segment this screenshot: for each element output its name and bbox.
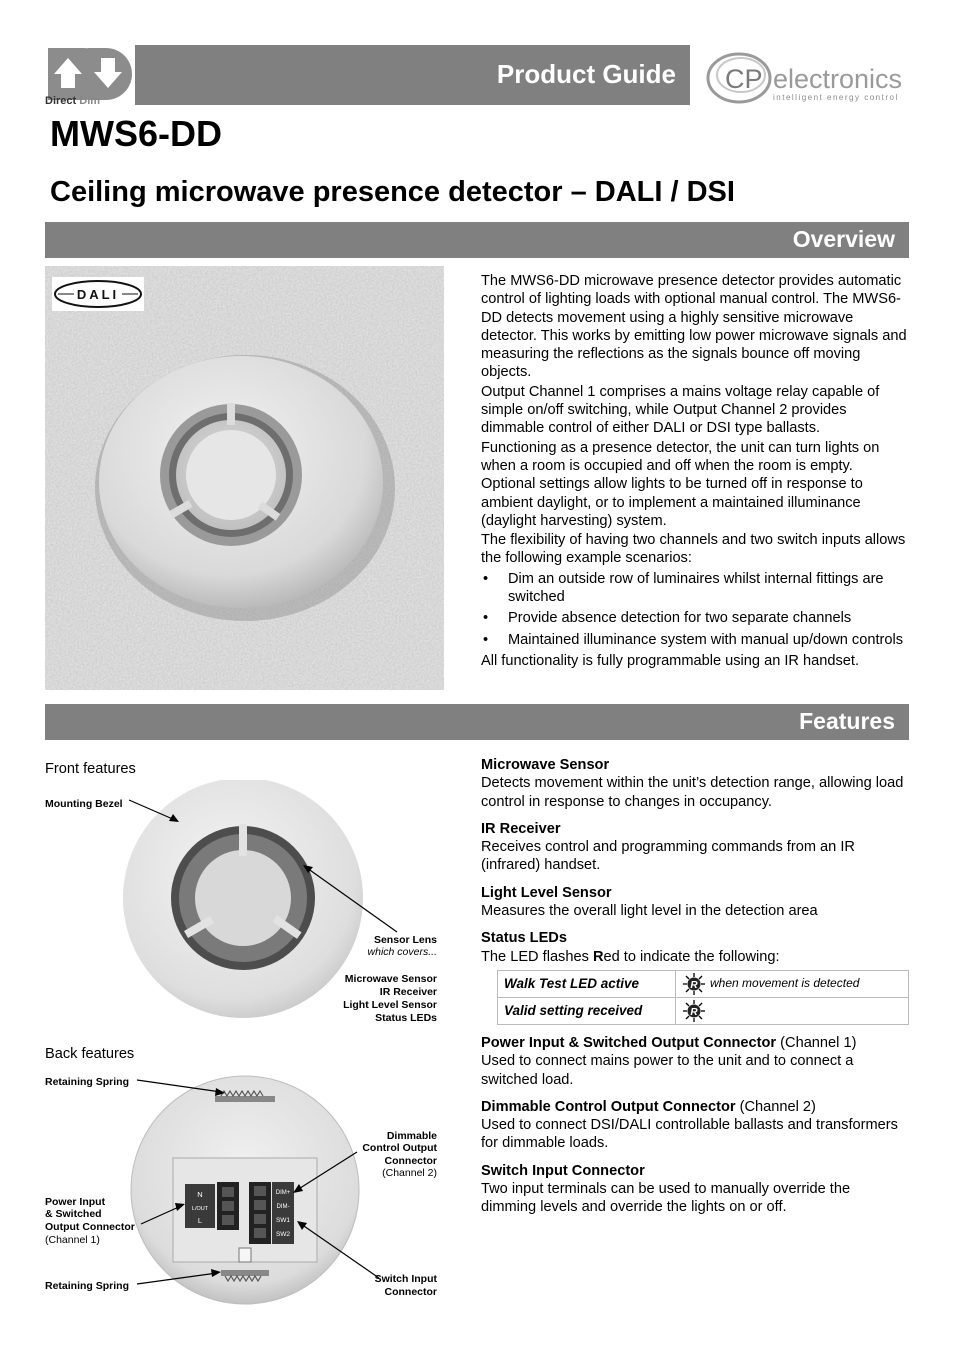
sensor-lens-label: Sensor Lens: [373, 934, 437, 946]
direct-dim-wordmark: Direct Dim: [45, 95, 101, 107]
cp-mark: CP: [725, 64, 763, 94]
back-features-heading: Back features: [45, 1046, 135, 1062]
overview-text: [481, 272, 909, 671]
front-features-diagram: [45, 780, 445, 1030]
dimmable-channel-label: (Channel 2): [382, 1167, 437, 1179]
electronics-mark: electronics: [773, 64, 903, 94]
svg-text:R: R: [690, 1006, 698, 1018]
feature-body: Measures the overall light level in the detection area: [481, 903, 818, 920]
cp-tagline: intelligent energy control: [773, 93, 899, 102]
retaining-spring-bottom-label: Retaining Spring: [45, 1280, 129, 1292]
feature-channel: (Channel 1): [776, 1034, 857, 1051]
overview-section-bar: [45, 222, 909, 258]
feature-body: Two input terminals can be used to manually override the dimming levels and override the lights on or off.: [481, 1181, 851, 1216]
feature-dimmable: [481, 1098, 909, 1153]
features-section-bar: [45, 704, 909, 740]
dali-logo: [52, 277, 144, 311]
overview-paragraph: The MWS6-DD microwave presence detector provides automatic control of lighting loads with optional manual control. The MWS6-DD detects movement using a highly sensitive microwave detector. This works by emitting low power microwave signals and measuring the reflections as the signals bounce off moving objects.: [481, 273, 907, 381]
led-state-label: Walk Test LED active: [498, 970, 676, 997]
retaining-spring-bottom: [221, 1270, 269, 1276]
feature-body: The LED flashes Red to indicate the following:: [481, 948, 780, 965]
front-features-heading: Front features: [45, 761, 136, 777]
status-leds-label: Status LEDs: [375, 1012, 437, 1024]
red-led-flash-icon: [682, 1000, 706, 1022]
power-connector-label: Power Input: [45, 1196, 106, 1208]
ir-receiver-label: IR Receiver: [379, 986, 437, 998]
led-state-label: Valid setting received: [498, 997, 676, 1024]
terminal-label: SW1: [275, 1217, 291, 1224]
terminal-label: DIM+: [275, 1190, 291, 1196]
terminal-label: DIM-: [276, 1204, 290, 1210]
terminal-label: N: [197, 1190, 203, 1199]
light-level-sensor-label: Light Level Sensor: [343, 999, 437, 1011]
feature-title: Microwave Sensor: [481, 757, 610, 773]
features-heading: Features: [799, 708, 895, 734]
feature-body: Receives control and programming commands from an IR (infrared) handset.: [481, 839, 855, 874]
back-features-diagram: [45, 1066, 445, 1306]
retaining-spring-top-label: Retaining Spring: [45, 1076, 129, 1088]
features-text: [481, 756, 909, 1226]
feature-microwave: [481, 756, 909, 811]
table-row: [498, 970, 909, 997]
dali-logo-text: DALI: [76, 287, 120, 302]
svg-text:R: R: [690, 979, 698, 991]
product-code: MWS6-DD: [50, 113, 222, 154]
power-connector-label: & Switched: [45, 1208, 102, 1220]
ceiling-detector-image: [45, 266, 444, 690]
feature-power: [481, 1034, 909, 1089]
terminal-label: SW2: [275, 1231, 291, 1238]
scenario-item: • Provide absence detection for two separate channels: [481, 609, 909, 627]
switch-connector-label: Switch Input: [374, 1273, 437, 1285]
microwave-sensor-label: Microwave Sensor: [344, 973, 437, 985]
power-connector-label: Output Connector: [45, 1221, 135, 1233]
overview-paragraph: The flexibility of having two channels and two switch inputs allows the following example scenarios:: [481, 532, 906, 567]
dimmable-connector-label: Control Output: [362, 1142, 437, 1154]
led-status-table: [497, 970, 909, 1025]
led-state-note: when movement is detected: [710, 976, 860, 991]
switch-connector-label: Connector: [384, 1286, 437, 1298]
terminal-label: L/OUT: [191, 1206, 209, 1212]
feature-title: Status LEDs: [481, 930, 567, 947]
feature-title: Dimmable Control Output Connector: [481, 1098, 736, 1115]
feature-body: Used to connect DSI/DALI controllable ballasts and transformers for dimmable loads.: [481, 1117, 898, 1152]
power-channel-label: (Channel 1): [45, 1234, 100, 1246]
feature-title: Power Input & Switched Output Connector: [481, 1034, 777, 1051]
page-title: Product Guide: [496, 59, 676, 89]
scenario-item: • Maintained illuminance system with manual up/down controls: [481, 631, 909, 649]
terminal-label: L: [197, 1216, 203, 1225]
feature-title: Light Level Sensor: [481, 884, 612, 901]
overview-heading: Overview: [792, 226, 895, 252]
header-bar: [135, 45, 690, 105]
product-photo: [45, 266, 444, 690]
feature-title: IR Receiver: [481, 820, 561, 837]
feature-title: Switch Input Connector: [481, 1162, 645, 1179]
overview-paragraph: Functioning as a presence detector, the unit can turn lights on when a room is occupied and off when the room is empty. Optional settings allow lights to be turned off in response to ambient daylight, or to implement a maintained illuminance (daylight harvesting) system.: [481, 439, 880, 529]
dimmable-connector-label: Dimmable: [386, 1130, 437, 1142]
table-row: [498, 997, 909, 1024]
product-subtitle: Ceiling microwave presence detector – DALI / DSI: [50, 176, 735, 208]
sensor-lens-note: which covers...: [367, 946, 437, 958]
feature-light: [481, 884, 909, 921]
dimmable-connector-label: Connector: [384, 1155, 437, 1167]
mounting-bezel-label: Mounting Bezel: [45, 798, 123, 810]
feature-body: Used to connect mains power to the unit and to connect a switched load.: [481, 1053, 854, 1088]
feature-switch: [481, 1162, 909, 1217]
feature-body: Detects movement within the unit’s detection range, allowing load control in response to changes in occupancy.: [481, 775, 904, 810]
overview-closing: All functionality is fully programmable using an IR handset.: [481, 652, 860, 669]
red-led-flash-icon: [682, 973, 706, 995]
cp-electronics-logo: [705, 48, 910, 106]
overview-paragraph: Output Channel 1 comprises a mains voltage relay capable of simple on/off switching, while Output Channel 2 provides dimmable control of either DALI or DSI type ballasts.: [481, 383, 880, 437]
feature-status: [481, 929, 909, 1025]
feature-channel: (Channel 2): [735, 1098, 816, 1115]
feature-ir: [481, 820, 909, 875]
scenario-item: • Dim an outside row of luminaires whilst internal fittings are switched: [481, 570, 909, 607]
scenario-list: [481, 570, 909, 649]
